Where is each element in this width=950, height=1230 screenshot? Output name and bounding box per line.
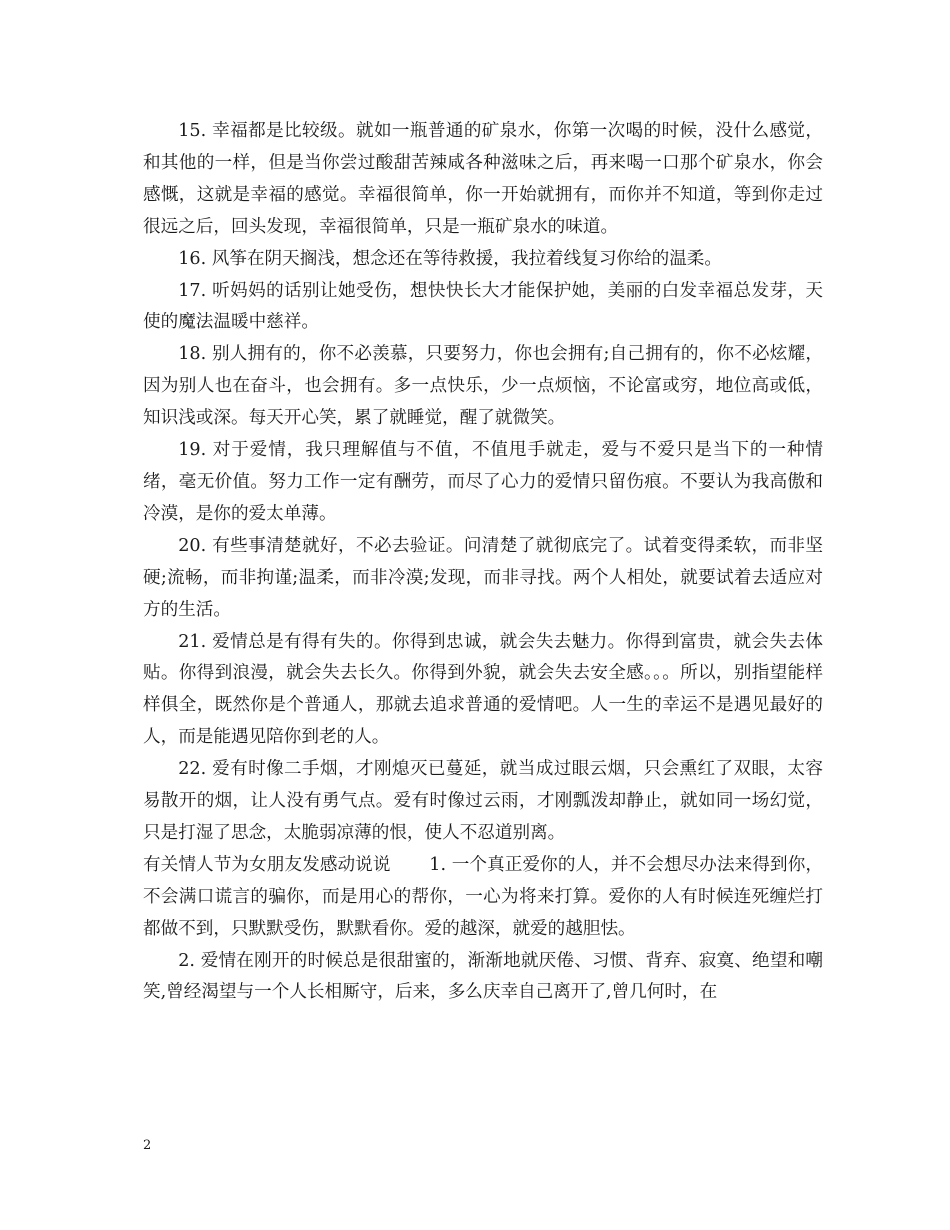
paragraph-17: 17. 听妈妈的话别让她受伤，想快快长大才能保护她，美丽的白发幸福总发芽，天使的魔法温暖中慈祥。 [143, 280, 823, 333]
paragraph-16: 16. 风筝在阴天搁浅，想念还在等待救援，我拉着线复习你给的温柔。 [178, 248, 722, 269]
paragraph-19: 19. 对于爱情，我只理解值与不值，不值甩手就走，爱与不爱只是当下的一种情绪，毫无价值。努力工作一定有酬劳，而尽了心力的爱情只留伤痕。不要认为我高傲和冷漠，是你的爱太单薄。 [143, 440, 823, 524]
page-number: 2 [143, 1138, 152, 1153]
paragraph-22: 22. 爱有时像二手烟，才刚熄灭已蔓延，就当成过眼云烟，只会熏红了双眼，太容易散开的烟，让人没有勇气点。爱有时像过云雨，才刚瓢泼却静止，就如同一场幻觉，只是打湿了思念，太脆弱凉薄的恨，使人不忍道别离。 [143, 759, 823, 843]
section-paragraph [143, 850, 823, 946]
section-item-1: 1. 一个真正爱你的人，并不会想尽办法来得到你，不会满口谎言的骗你，而是用心的帮你，一心为将来打算。爱你的人有时候连死缠烂打都做不到，只默默受伤，默默看你。爱的越深，就爱的越胆怯。 [143, 854, 823, 939]
paragraph-15: 15. 幸福都是比较级。就如一瓶普通的矿泉水，你第一次喝的时候，没什么感觉，和其他的一样，但是当你尝过酸甜苦辣咸各种滋味之后，再来喝一口那个矿泉水，你会感慨，这就是幸福的感觉。幸福很简单，你一开始就拥有，而你并不知道，等到你走过很远之后，回头发现，幸福很简单，只是一瓶矿泉水的味道。 [143, 121, 823, 237]
section-item-2: 2. 爱情在刚开的时候总是很甜蜜的，渐渐地就厌倦、习惯、背弃、寂寞、绝望和嘲笑,曾经渴望与一个人长相厮守，后来，多么庆幸自己离开了,曾几何时，在 [143, 950, 823, 1003]
section-heading: 有关情人节为女朋友发感动说说 [143, 854, 391, 875]
document-body [143, 116, 823, 1009]
paragraph-20: 20. 有些事清楚就好，不必去验证。问清楚了就彻底完了。试着变得柔软，而非坚硬;流畅，而非拘谨;温柔，而非冷漠;发现，而非寻找。两个人相处，就要试着去适应对方的生活。 [143, 535, 823, 620]
paragraph-21: 21. 爱情总是有得有失的。你得到忠诚，就会失去魅力。你得到富贵，就会失去体贴。你得到浪漫，就会失去长久。你得到外貌，就会失去安全感。。。所以，别指望能样样俱全，既然你是个普通人，那就去追求普通的爱情吧。人一生的幸运不是遇见最好的人，而是能遇见陪你到老的人。 [143, 631, 823, 748]
paragraph-18: 18. 别人拥有的，你不必羡慕，只要努力，你也会拥有;自己拥有的，你不必炫耀，因为别人也在奋斗，也会拥有。多一点快乐，少一点烦恼，不论富或穷，地位高或低，知识浅或深。每天开心笑，累了就睡觉，醒了就微笑。 [143, 344, 823, 429]
